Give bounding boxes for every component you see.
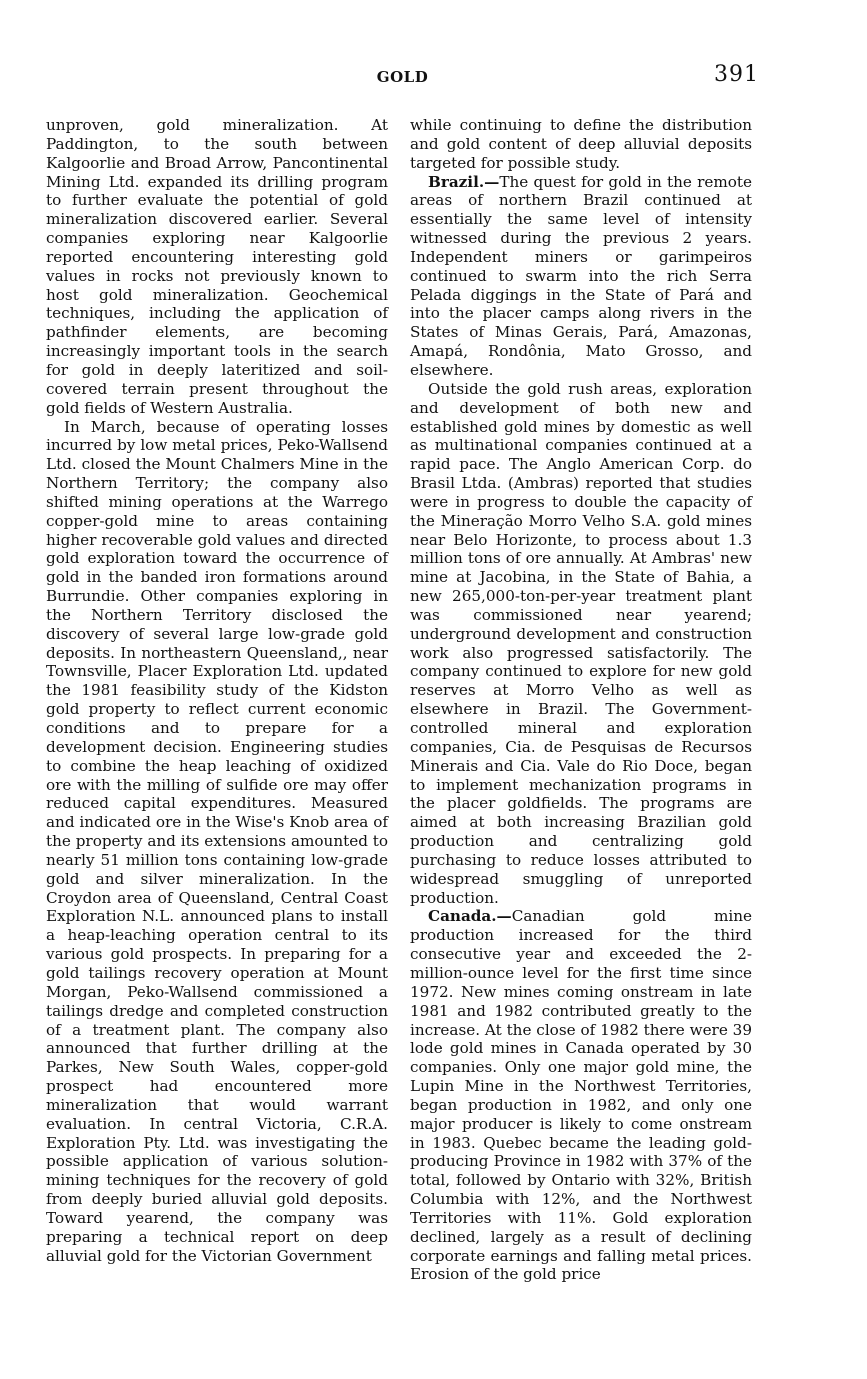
canada-text: Canadian gold mine production increased for the third consecutive year and exceeded the 2-million-ounce level for the first time since 1972. New mines coming onstream in late 1981 and 1982 contributed greatly to the increase. At the close of 1982 there were 39 lode gold mines in Canada operated by 30 companies. Only one major gold mine, the Lupin Mine in the Northwest Territories, began production in 1982, and only one major producer is likely to come onstream in 1983. Quebec became the leading gold-producing Province in 1982 with 37% of the total, followed by Ontario with 32%, British Columbia with 12%, and the Northwest Territories with 11%. Gold exploration declined, largely as a result of declining corporate earnings and falling metal prices. Erosion of the gold price xyxy=(410,907,752,1284)
left-column xyxy=(46,116,388,1265)
canada-heading: Canada.— xyxy=(428,907,512,926)
paragraph-western-australia: unproven, gold mineralization. At Paddington, to the south between Kalgoorlie and Broad Arrow, Pancontinental Mining Ltd. expanded its drilling program to further evaluate the potential of gold mineralization discovered earlier. Several companies exploring near Kalgoorlie reported encountering interesting gold values in rocks not previously known to host gold mineralization. Geochemical techniques, including the application of pathfinder elements, are becoming increasingly important tools in the search for gold in deeply lateritized and soil-covered terrain present throughout the gold fields of Western Australia. xyxy=(46,116,388,417)
brazil-text: The quest for gold in the remote areas of northern Brazil continued at essentially the same level of intensity witnessed during the previous 2 years. Independent miners or garimpeiros continued to swarm into the rich Serra Pelada diggings in the State of Pará and into the placer camps along rivers in the States of Minas Gerais, Pará, Amazonas, Amapá, Rondônia, Mato Grosso, and elsewhere. xyxy=(410,172,752,379)
paragraph-continuation: while continuing to define the distribution and gold content of deep alluvial deposits targeted for possible study. xyxy=(410,116,752,172)
paragraph-brazil xyxy=(410,173,752,380)
running-title: GOLD xyxy=(376,68,429,86)
paragraph-northern-territory-queensland: In March, because of operating losses incurred by low metal prices, Peko-Wallsend Ltd. closed the Mount Chalmers Mine in the Northern Territory; the company also shifted mining operations at the Warrego copper-gold mine to areas containing higher recoverable gold values and directed gold exploration toward the occurrence of gold in the banded iron formations around Burrundie. Other companies exploring in the Northern Territory disclosed the discovery of several large low-grade gold deposits. In northeastern Queensland,, near Townsville, Placer Exploration Ltd. updated the 1981 feasibility study of the Kidston gold property to reflect current economic conditions and to prepare for a development decision. Engineering studies to combine the heap leaching of oxidized ore with the milling of sulfide ore may offer reduced capital expenditures. Measured and indicated ore in the Wise's Knob area of the property and its extensions amounted to nearly 51 million tons containing low-grade gold and silver mineralization. In the Croydon area of Queensland, Central Coast Exploration N.L. announced plans to install a heap-leaching operation central to its various gold prospects. In preparing for a gold tailings recovery operation at Mount Morgan, Peko-Wallsend commissioned a tailings dredge and completed construction of a treatment plant. The company also announced that further drilling at the Parkes, New South Wales, copper-gold prospect had encountered more mineralization that would warrant evaluation. In central Victoria, C.R.A. Exploration Pty. Ltd. was investigating the possible application of various solution-mining techniques for the recovery of gold from deeply buried alluvial gold deposits. Toward yearend, the company was preparing a technical report on deep alluvial gold for the Victorian Government xyxy=(46,417,388,1265)
page-number: 391 xyxy=(714,62,759,87)
paragraph-brazil-development: Outside the gold rush areas, exploration and development of both new and established gold mines by domestic as well as multinational companies continued at a rapid pace. The Anglo American Corp. do Brasil Ltda. (Ambras) reported that studies were in progress to double the capacity of the Mineração Morro Velho S.A. gold mines near Belo Horizonte, to process about 1.3 million tons of ore annually. At Ambras' new mine at Jacobina, in the State of Bahia, a new 265,000-ton-per-year treatment plant was commissioned near yearend; underground development and construction work also progressed satisfactorily. The company continued to explore for new gold reserves at Morro Velho as well as elsewhere in Brazil. The Government-controlled mineral and exploration companies, Cia. de Pesquisas de Recursos Minerais and Cia. Vale do Rio Doce, began to implement mechanization programs in the placer goldfields. The programs are aimed at both increasing Brazilian gold production and centralizing gold purchasing to reduce losses attributed to widespread smuggling of unreported production. xyxy=(410,379,752,907)
right-column xyxy=(410,116,752,1284)
brazil-heading: Brazil.— xyxy=(428,172,500,191)
paragraph-canada xyxy=(410,907,752,1284)
page-header xyxy=(0,62,867,92)
